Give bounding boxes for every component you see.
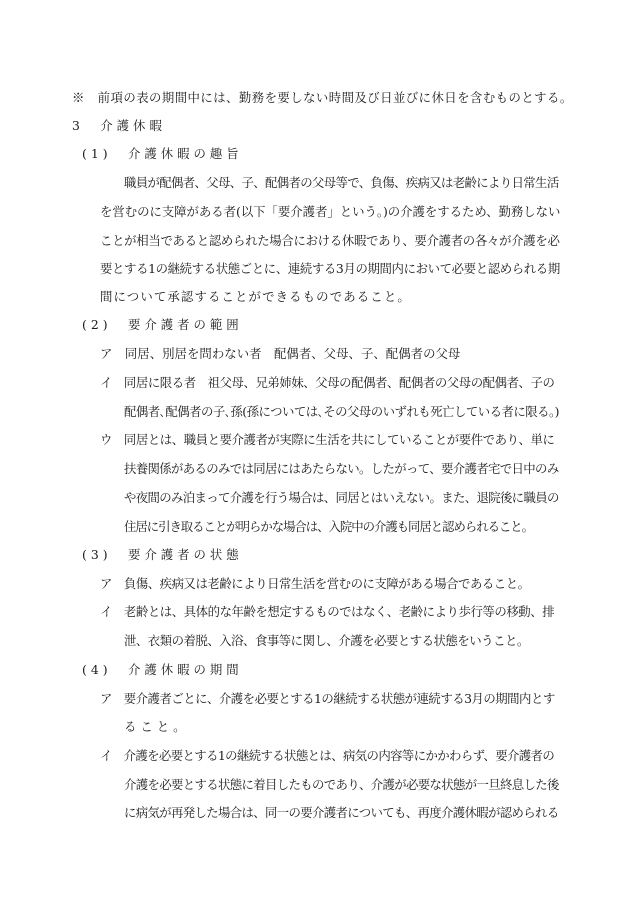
list-item: 介護を必要とする状態に着目したものであり、介護が必要な状態が一旦終息した後 [124,777,559,792]
list-item: ア 要介護者ごとに、介護を必要とする1の継続する状態が連続する3月の期間内とす [100,691,555,706]
section-heading: 3 介護休暇 [72,118,166,133]
list-item: イ 老齢とは、具体的な年齢を想定するものではなく、老齢により歩行等の移動、排 [100,604,555,619]
list-item: 泄、衣類の着脱、入浴、食事等に関し、介護を必要とする状態をいうこと。 [124,633,529,648]
list-item: や夜間のみ泊まって介護を行う場合は、同居とはいえない。また、退院後に職員の [124,490,559,505]
paragraph-line: を営むのに支障がある者(以下「要介護者」という。)の介護をするため、勤務しない [100,204,561,219]
list-item: イ 同居に限る者 祖父母、兄弟姉妹、父母の配偶者、配偶者の父母の配偶者、子の [100,375,555,390]
paragraph-line: 間について承認することができるものであること。 [100,289,411,304]
subsection-heading: (1) 介護休暇の趣旨 [82,146,243,161]
subsection-heading: (4) 介護休暇の期間 [82,662,243,677]
paragraph-line: 職員が配偶者、父母、子、配偶者の父母等で、負傷、疾病又は老齢により日常生活 [124,175,559,190]
list-item: ア 負傷、疾病又は老齢により日常生活を営むのに支障がある場合であること。 [100,576,530,591]
list-item: ア 同居、別居を問わない者 配偶者、父母、子、配偶者の父母 [100,346,461,361]
list-item: に病気が再発した場合は、同一の要介護者についても、再度介護休暇が認められる [124,805,559,820]
list-item: ること。 [124,719,190,734]
note-line: ※ 前項の表の期間中には、勤務を要しない時間及び日並びに休日を含むものとする。 [72,90,573,105]
paragraph-line: 要とする1の継続する状態ごとに、連続する3月の期間内において必要と認められる期 [100,261,560,276]
list-item: ウ 同居とは、職員と要介護者が実際に生活を共にしていることが要件であり、単に [100,432,555,447]
subsection-heading: (3) 要介護者の状態 [82,547,243,562]
list-item: 配偶者､配偶者の子､孫(孫については､その父母のいずれも死亡している者に限る｡) [124,404,559,419]
list-item: 扶養関係があるのみでは同居にはあたらない。したがって、要介護者宅で日中のみ [124,461,559,476]
paragraph-line: ことが相当であると認められた場合における休暇であり、要介護者の各々が介護を必 [100,233,560,248]
subsection-heading: (2) 要介護者の範囲 [82,317,243,332]
list-item: イ 介護を必要とする1の継続する状態とは、病気の内容等にかかわらず、要介護者の [100,748,555,763]
list-item: 住居に引き取ることが明らかな場合は、入院中の介護も同居と認められること。 [124,519,534,534]
